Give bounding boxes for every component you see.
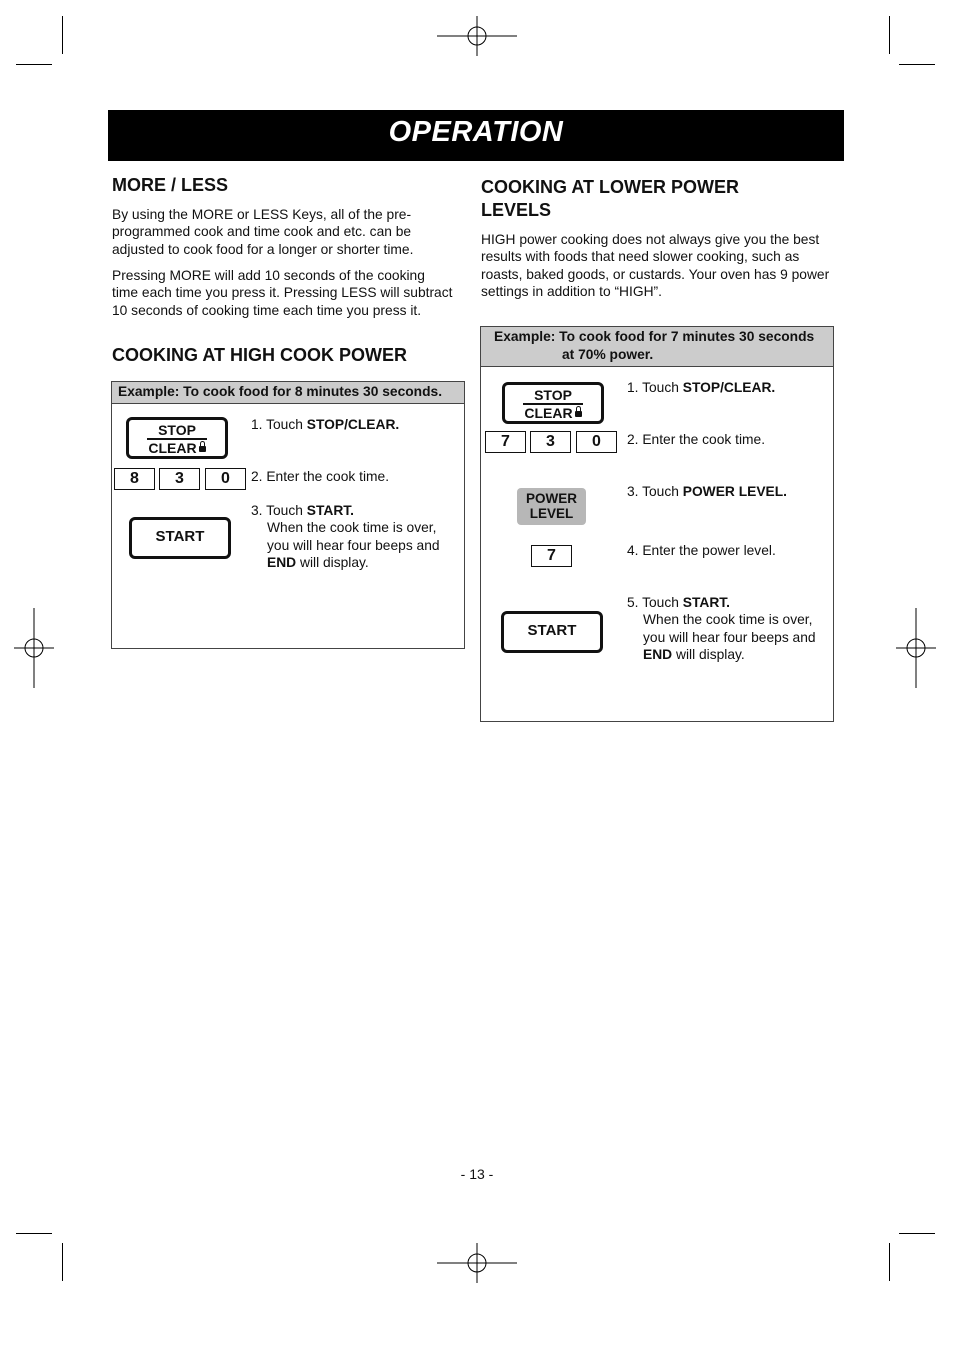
registration-mark-icon (14, 608, 54, 688)
lock-icon (575, 411, 582, 417)
registration-mark-icon (437, 16, 517, 56)
digit-key: 3 (159, 468, 200, 490)
power-level-key: POWER LEVEL (517, 488, 586, 525)
step-4: 4. Enter the power level. (627, 543, 776, 558)
more-less-heading: MORE / LESS (112, 175, 229, 195)
lower-power-heading: COOKING AT LOWER POWER LEVELS (481, 177, 739, 220)
step-3: 3. Touch START. When the cook time is over, you will hear four beeps and END will display. (251, 503, 440, 571)
start-key: START (129, 517, 231, 559)
digit-key: 3 (530, 431, 571, 453)
power-level-digit-key: 7 (531, 545, 572, 567)
page-number: - 13 - (460, 1166, 494, 1182)
digit-key: 0 (576, 431, 617, 453)
section-banner (108, 110, 844, 161)
stop-clear-key: STOP CLEAR (126, 417, 228, 459)
more-less-paragraph-2: Pressing MORE will add 10 seconds of the cooking time each time you press it. Pressing LESS will subtract 10 seconds of cooking time each time you press it. (112, 268, 453, 318)
registration-mark-icon (437, 1243, 517, 1283)
example-caption: Example: To cook food for 8 minutes 30 seconds. (112, 382, 464, 404)
digit-key: 7 (485, 431, 526, 453)
step-3: 3. Touch POWER LEVEL. (627, 484, 788, 499)
start-key: START (501, 611, 603, 653)
step-2: 2. Enter the cook time. (251, 469, 390, 484)
more-less-paragraph-1: By using the MORE or LESS Keys, all of the pre-programmed cook and time cook and etc. can be adjusted to cook food for a longer or shorter time. (112, 207, 414, 257)
stop-clear-key: STOP CLEAR (502, 382, 604, 424)
step-2: 2. Enter the cook time. (627, 432, 766, 447)
lock-icon (199, 446, 206, 452)
page-title: OPERATION (388, 116, 564, 148)
registration-mark-icon (896, 608, 936, 688)
step-1: 1. Touch STOP/CLEAR. (627, 380, 776, 395)
step-1: 1. Touch STOP/CLEAR. (251, 417, 400, 432)
example-caption: Example: To cook food for 7 minutes 30 seconds at 70% power. (481, 327, 833, 367)
step-5: 5. Touch START. When the cook time is over, you will hear four beeps and END will display. (627, 595, 816, 663)
lower-power-paragraph: HIGH power cooking does not always give you the best results with foods that need slower cooking, such as roasts, baked goods, or custards. Your oven has 9 power settings in addition to “HIGH”. (481, 232, 830, 300)
high-power-heading: COOKING AT HIGH COOK POWER (112, 345, 407, 365)
digit-key: 8 (114, 468, 155, 490)
digit-key: 0 (205, 468, 246, 490)
